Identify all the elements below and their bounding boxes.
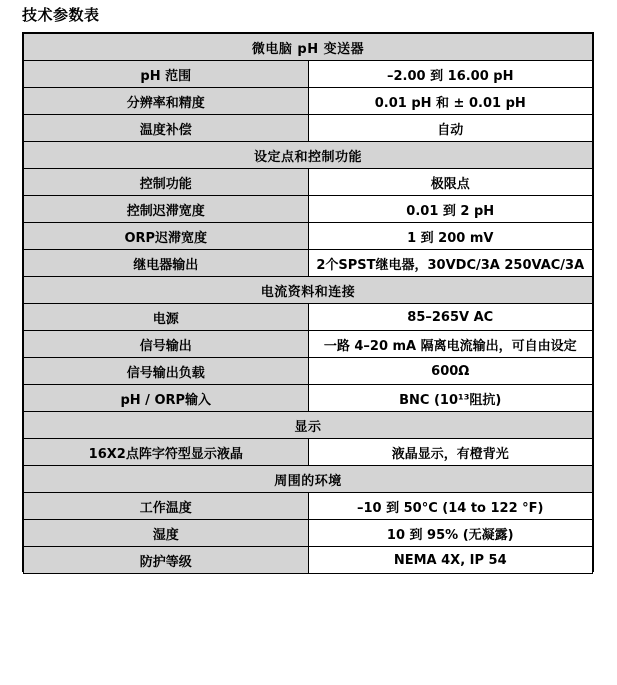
parameter-value-cell: 85–265V AC (308, 304, 593, 331)
table-row (24, 439, 593, 466)
table-row (24, 520, 593, 547)
table-section-row (24, 466, 593, 493)
table-row (24, 547, 593, 574)
parameter-label-cell: 继电器输出 (24, 250, 309, 277)
parameter-value-cell: 1 到 200 mV (308, 223, 593, 250)
parameter-label-cell: ORP迟滞宽度 (24, 223, 309, 250)
parameter-label-cell: 控制迟滞宽度 (24, 196, 309, 223)
parameter-label-cell: 控制功能 (24, 169, 309, 196)
parameter-label-cell: 信号输出负载 (24, 358, 309, 385)
section-header-cell: 显示 (24, 412, 593, 439)
table-row (24, 115, 593, 142)
parameter-value-cell: –10 到 50°C (14 to 122 °F) (308, 493, 593, 520)
parameter-value-cell: 600Ω (308, 358, 593, 385)
table-row (24, 61, 593, 88)
table-row (24, 304, 593, 331)
section-header-cell: 微电脑 pH 变送器 (24, 34, 593, 61)
parameter-value-cell: 一路 4–20 mA 隔离电流输出，可自由设定 (308, 331, 593, 358)
parameter-value-cell: 2个SPST继电器，30VDC/3A 250VAC/3A (308, 250, 593, 277)
parameter-label-cell: 信号输出 (24, 331, 309, 358)
parameter-label-cell: 湿度 (24, 520, 309, 547)
parameter-label-cell: 分辨率和精度 (24, 88, 309, 115)
parameter-label-cell: 防护等级 (24, 547, 309, 574)
specification-table (23, 33, 593, 574)
table-row (24, 223, 593, 250)
section-header-cell: 电流资料和连接 (24, 277, 593, 304)
section-header-cell: 周围的环境 (24, 466, 593, 493)
table-row (24, 250, 593, 277)
table-section-row (24, 34, 593, 61)
parameter-label-cell: pH / ORP输入 (24, 385, 309, 412)
table-section-row (24, 412, 593, 439)
table-row (24, 385, 593, 412)
specification-table-body (24, 34, 593, 574)
parameter-label-cell: pH 范围 (24, 61, 309, 88)
parameter-value-cell: 0.01 到 2 pH (308, 196, 593, 223)
parameter-label-cell: 温度补偿 (24, 115, 309, 142)
parameter-value-cell: 自动 (308, 115, 593, 142)
table-section-row (24, 277, 593, 304)
parameter-value-cell: 液晶显示，有橙背光 (308, 439, 593, 466)
table-row (24, 196, 593, 223)
table-row (24, 331, 593, 358)
parameter-label-cell: 16X2点阵字符型显示液晶 (24, 439, 309, 466)
section-header-cell: 设定点和控制功能 (24, 142, 593, 169)
parameter-label-cell: 工作温度 (24, 493, 309, 520)
table-row (24, 88, 593, 115)
parameter-value-cell: BNC (10¹³阻抗) (308, 385, 593, 412)
table-section-row (24, 142, 593, 169)
parameter-value-cell: 极限点 (308, 169, 593, 196)
table-row (24, 493, 593, 520)
table-row (24, 169, 593, 196)
table-row (24, 358, 593, 385)
parameter-value-cell: NEMA 4X, IP 54 (308, 547, 593, 574)
parameter-value-cell: 10 到 95% (无凝露) (308, 520, 593, 547)
specification-table-frame (22, 32, 594, 572)
page-title: 技术参数表 (22, 6, 100, 24)
parameter-value-cell: –2.00 到 16.00 pH (308, 61, 593, 88)
parameter-label-cell: 电源 (24, 304, 309, 331)
parameter-value-cell: 0.01 pH 和 ± 0.01 pH (308, 88, 593, 115)
